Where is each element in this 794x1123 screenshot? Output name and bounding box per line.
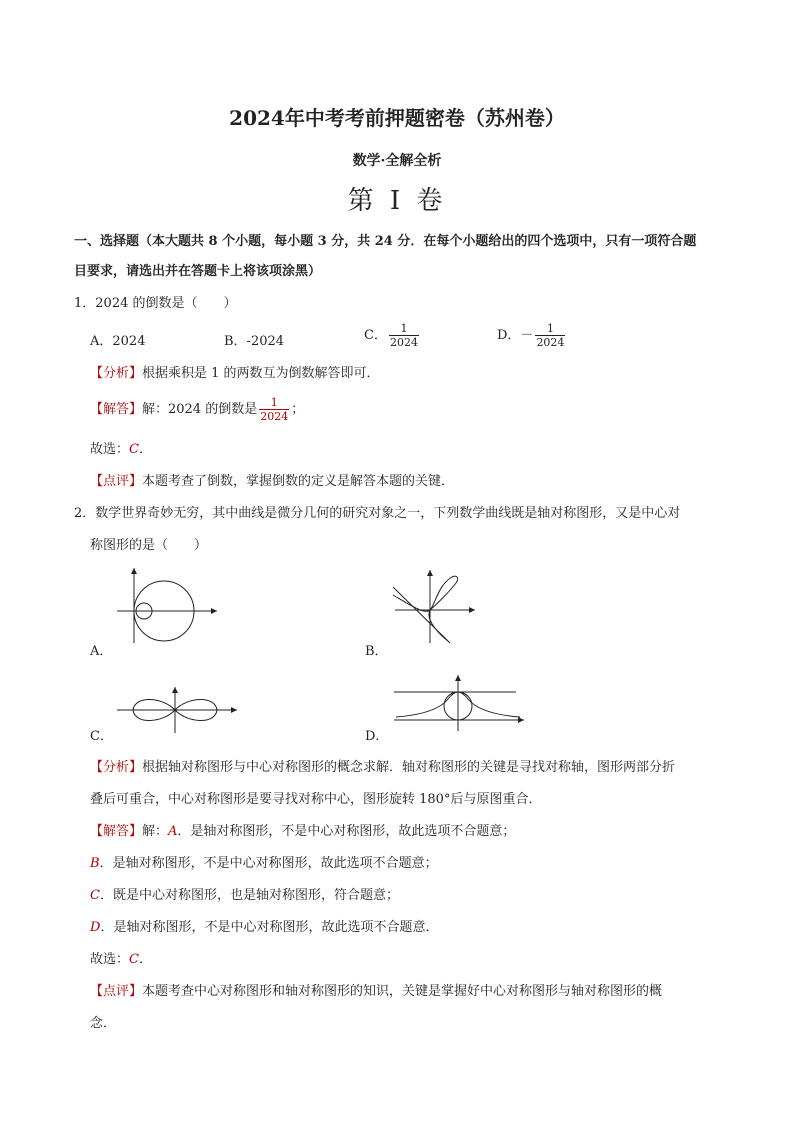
fraction-denominator: 2024 (389, 336, 418, 349)
q2-answer-d (90, 916, 438, 935)
q1-answer (90, 396, 304, 423)
answer-c-text: ．既是中心对称图形，也是轴对称图形，符合题意； (99, 888, 399, 903)
q2-label-d: D． (365, 729, 389, 744)
q2-analysis-line1 (90, 756, 675, 775)
q2-answer-b (90, 852, 438, 871)
answer-tag: 【解答】 (90, 824, 143, 839)
section-instructions-line1: 一、选择题（本大题共 8 个小题，每小题 3 分，共 24 分．在每个小题给出的四个选项中，只有一项符合题 (74, 234, 697, 249)
section-instructions-line2: 目要求，请选出并在答题卡上将该项涂黑） (74, 264, 322, 279)
answer-prefix: 解： (142, 824, 169, 839)
q1-stem: 1．2024 的倒数是（ ） (74, 296, 237, 311)
fraction-denominator: 2024 (536, 336, 565, 349)
choice-letter: C (129, 442, 139, 457)
analysis-tag: 【分析】 (90, 366, 143, 381)
q1-option-d-label: D．－ (497, 328, 534, 343)
answer-letter-d: D (90, 920, 101, 935)
figure-a (112, 565, 222, 645)
q1-option-b: B．-2024 (224, 334, 285, 349)
answer-text: 解：2024 的倒数是 (142, 402, 258, 417)
answer-letter-c: C (90, 888, 100, 903)
fraction-numerator: 1 (400, 322, 408, 335)
q2-analysis-line2: 叠后可重合，中心对称图形是要寻找对称中心，图形旋转 180°后与原图重合． (90, 792, 542, 807)
fraction-numerator: 1 (546, 322, 554, 335)
page-title: 2024年中考考前押题密卷（苏州卷） (229, 106, 565, 130)
answer-a-text: ．是轴对称图形，不是中心对称图形，故此选项不合题意； (177, 824, 516, 839)
comment-text: 本题考查了倒数，掌握倒数的定义是解答本题的关键． (142, 474, 455, 489)
comment-text: 本题考查中心对称图形和轴对称图形的知识，关键是掌握好中心对称图形与轴对称图形的概 (142, 984, 663, 999)
q2-stem-line2: 称图形的是（ ） (90, 538, 208, 553)
answer-fraction (259, 396, 289, 423)
comment-tag: 【点评】 (90, 474, 143, 489)
choice-suffix: ． (138, 952, 152, 967)
choice-letter: C (129, 952, 139, 967)
answer-d-text: ．是轴对称图形，不是中心对称图形，故此选项不合题意． (100, 920, 439, 935)
figure-d (392, 673, 527, 733)
figure-b-folium-curve (393, 576, 458, 641)
q1-analysis (90, 362, 380, 381)
q1-option-c-fraction (389, 322, 419, 349)
analysis-text: 根据轴对称图形与中心对称图形的概念求解．轴对称图形的关键是寻找对称轴，图形两部分折 (142, 760, 676, 775)
answer-suffix: ； (291, 402, 305, 417)
choice-suffix: ． (138, 442, 152, 457)
q2-choice (90, 948, 152, 967)
answer-tag: 【解答】 (90, 402, 143, 417)
q2-stem-line1: 2．数学世界奇妙无穷，其中曲线是微分几何的研究对象之一，下列数学曲线既是轴对称图形，又是中心对 (74, 506, 681, 521)
analysis-text: 根据乘积是 1 的两数互为倒数解答即可． (142, 366, 380, 381)
q2-answer-c (90, 884, 399, 903)
analysis-tag: 【分析】 (90, 760, 143, 775)
page-subtitle: 数学·全解全析 (352, 153, 442, 169)
fraction-denominator: 2024 (260, 410, 289, 423)
q2-label-b: B． (365, 644, 388, 659)
q2-comment-line1 (90, 980, 662, 999)
choice-prefix: 故选： (90, 442, 130, 457)
answer-b-text: ．是轴对称图形，不是中心对称图形，故此选项不合题意； (99, 856, 438, 871)
q1-option-a: A．2024 (90, 334, 146, 349)
q1-choice (90, 438, 152, 457)
answer-letter-b: B (90, 856, 100, 871)
q1-option-c-label: C． (364, 328, 387, 343)
figure-b (390, 565, 490, 645)
fraction-numerator: 1 (270, 396, 278, 409)
choice-prefix: 故选： (90, 952, 130, 967)
figure-c (115, 685, 240, 735)
q2-label-a: A． (90, 644, 113, 659)
volume-heading: 第 I 卷 (347, 186, 447, 216)
q1-comment (90, 470, 454, 489)
q2-comment-line2: 念． (90, 1016, 117, 1031)
q1-option-d-fraction (535, 322, 565, 349)
q2-answer-a (90, 820, 515, 839)
answer-letter-a: A (168, 824, 178, 839)
figure-b-asymptote (393, 587, 450, 643)
comment-tag: 【点评】 (90, 984, 143, 999)
q2-label-c: C． (90, 729, 113, 744)
q1-option-c (364, 322, 421, 349)
q1-option-d (497, 322, 567, 349)
